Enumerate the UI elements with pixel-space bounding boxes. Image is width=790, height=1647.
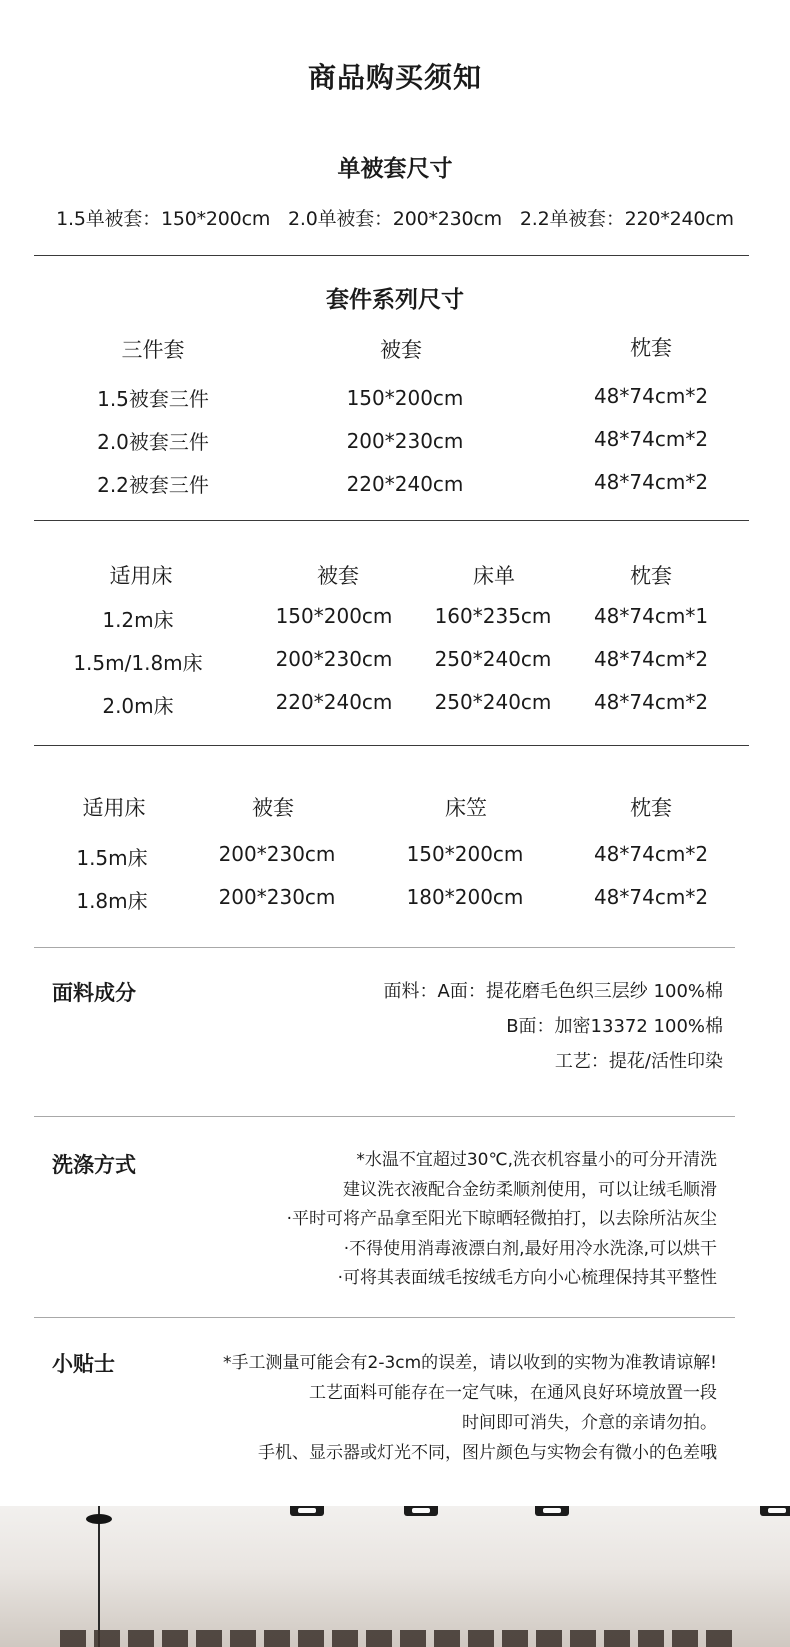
wash-label: 洗涤方式 [52,1153,136,1177]
fabric-line: 面料：A面：提花磨毛色织三层纱 100%棉 [383,981,723,1002]
table-cell: 48*74cm*2 [593,470,709,494]
tips-line: 工艺面料可能存在一定气味，在通风良好环境放置一段 [309,1383,717,1403]
table-cell: 2.0m床 [102,694,174,718]
ceiling-light-icon [290,1506,324,1516]
wash-line: *水温不宜超过30℃,洗衣机容量小的可分开清洗 [356,1150,717,1170]
single-size-item: 1.5单被套：150*200cm [56,208,271,230]
table3-header-cell: 适用床 [82,796,146,820]
table-cell: 48*74cm*1 [593,604,709,628]
table-cell: 200*230cm [218,842,336,866]
table-cell: 160*235cm [434,604,552,628]
tips-line: *手工测量可能会有2-3cm的误差，请以收到的实物为准教请谅解! [223,1353,717,1373]
table1-header-cell: 三件套 [121,338,185,362]
table-cell: 1.5被套三件 [97,387,209,411]
table-cell: 48*74cm*2 [593,384,709,408]
table-cell: 1.5m/1.8m床 [73,651,203,675]
series-size-title: 套件系列尺寸 [326,287,464,313]
pendant-lamp-cap-icon [86,1514,112,1524]
ceiling-light-icon [760,1506,790,1516]
table3-header-cell: 枕套 [630,796,672,820]
divider [34,1116,735,1117]
table-cell: 48*74cm*2 [593,690,709,714]
tips-line: 手机、显示器或灯光不同，图片颜色与实物会有微小的色差哦 [258,1443,717,1463]
table-cell: 150*200cm [275,604,393,628]
ceiling-light-icon [535,1506,569,1516]
table-cell: 220*240cm [275,690,393,714]
divider [34,947,735,948]
table2-header-cell: 适用床 [109,564,173,588]
table2-header-cell: 枕套 [630,564,672,588]
table-cell: 200*230cm [275,647,393,671]
table2-header-cell: 被套 [317,564,359,588]
table1-header-cell: 枕套 [630,336,672,360]
table-cell: 250*240cm [434,690,552,714]
table-cell: 220*240cm [346,472,464,496]
table1-header-cell: 被套 [380,338,422,362]
table-cell: 48*74cm*2 [593,647,709,671]
interior-photo [0,1506,790,1647]
table-cell: 200*230cm [218,885,336,909]
pendant-lamp-icon [98,1506,100,1647]
cropped-photo-text [60,1630,740,1647]
table-cell: 48*74cm*2 [593,842,709,866]
page-title: 商品购买须知 [307,61,482,94]
wash-line: 建议洗衣液配合金纺柔顺剂使用，可以让绒毛顺滑 [343,1180,717,1200]
table-cell: 250*240cm [434,647,552,671]
single-size-item: 2.2单被套：220*240cm [519,208,734,230]
single-size-item: 2.0单被套：200*230cm [287,208,502,230]
divider [34,745,749,746]
wash-line: ·可将其表面绒毛按绒毛方向小心梳理保持其平整性 [337,1268,717,1288]
table-cell: 2.0被套三件 [97,430,209,454]
single-size-title: 单被套尺寸 [337,156,453,182]
divider [34,255,749,256]
table2-header-cell: 床单 [473,564,515,588]
table-cell: 48*74cm*2 [593,885,709,909]
table-cell: 150*200cm [406,842,524,866]
table3-header-cell: 床笠 [445,796,487,820]
tips-label: 小贴士 [52,1352,115,1376]
table-cell: 1.8m床 [76,889,148,913]
fabric-line: 工艺：提花/活性印染 [554,1051,723,1072]
single-size-line [0,204,790,231]
table-cell: 150*200cm [346,386,464,410]
table-cell: 200*230cm [346,429,464,453]
table-cell: 180*200cm [406,885,524,909]
fabric-label: 面料成分 [52,981,136,1005]
table-cell: 1.2m床 [102,608,174,632]
divider [34,520,749,521]
ceiling-light-icon [404,1506,438,1516]
table-cell: 48*74cm*2 [593,427,709,451]
table-cell: 2.2被套三件 [97,473,209,497]
tips-line: 时间即可消失，介意的亲请勿拍。 [462,1413,717,1433]
wash-line: ·不得使用消毒液漂白剂,最好用冷水洗涤,可以烘干 [343,1239,717,1259]
wash-line: ·平时可将产品拿至阳光下晾晒轻微拍打，以去除所沾灰尘 [286,1209,717,1229]
table3-header-cell: 被套 [252,796,294,820]
divider [34,1317,735,1318]
fabric-line: B面：加密13372 100%棉 [506,1016,723,1037]
table-cell: 1.5m床 [76,846,148,870]
